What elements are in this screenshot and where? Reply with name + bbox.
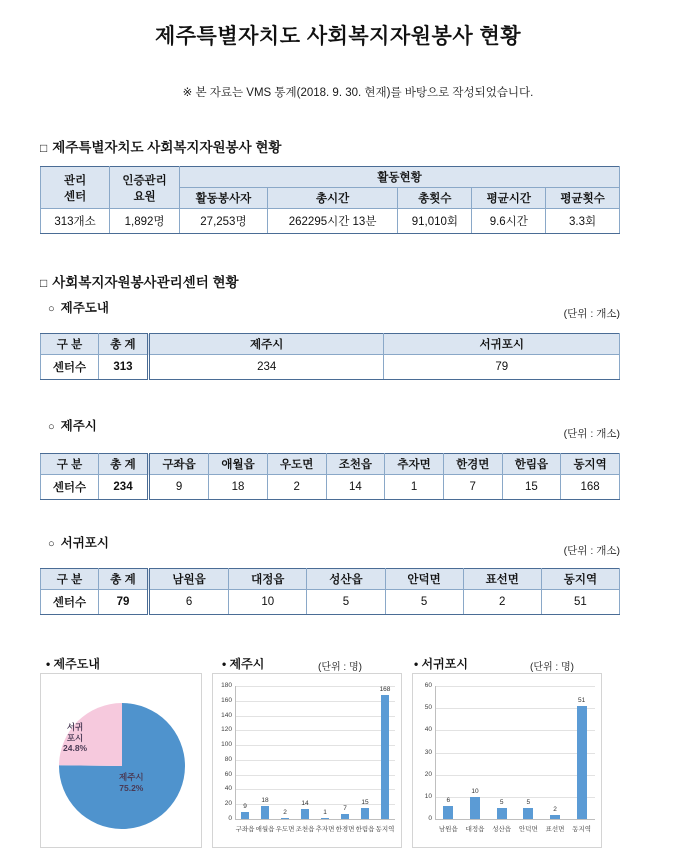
col-jocheon-eup: 조천읍	[326, 454, 385, 475]
gridline	[235, 716, 395, 717]
bar-value-label: 168	[379, 685, 391, 693]
y-axis-tick: 100	[221, 741, 232, 749]
bar-chart-seogwipo-si	[412, 673, 602, 848]
value-pyoseon-myeon: 2	[463, 590, 541, 615]
col-average-counts: 평균횟수	[546, 188, 620, 209]
gridline	[235, 701, 395, 702]
col-jeju-si: 제주시	[148, 334, 384, 355]
circle-bullet-icon: ○	[48, 538, 55, 550]
x-axis-tick: 한림읍	[355, 826, 375, 833]
bar-value-label: 5	[499, 798, 504, 806]
gridline	[435, 708, 595, 709]
value-jocheon-eup: 14	[326, 475, 385, 500]
value-total-counts: 91,010회	[398, 209, 472, 234]
x-axis-tick: 남원읍	[438, 826, 458, 833]
subsection-seogwipo-si-label: 서귀포시	[60, 536, 109, 550]
unit-note-jeju-do: (단위 : 개소)	[563, 308, 620, 320]
section-1-heading-label: 제주특별자치도 사회복지자원봉사 현황	[52, 140, 282, 155]
bar-안덕면	[523, 808, 533, 819]
value-seongsan-eup: 5	[307, 590, 385, 615]
col-namwon-eup: 남원읍	[149, 569, 229, 590]
unit-note-jeju-si: (단위 : 개소)	[563, 428, 620, 440]
bar-chart-jeju-si	[212, 673, 402, 848]
section-2-heading	[40, 271, 239, 291]
table-row	[41, 209, 620, 234]
bar-chart-1-title: • 제주시	[222, 657, 265, 671]
y-axis-tick: 40	[224, 785, 232, 793]
bar-남원읍	[443, 806, 453, 819]
value-total: 79	[99, 590, 149, 615]
col-dong-area: 동지역	[561, 454, 620, 475]
x-axis-tick: 구좌읍	[235, 826, 255, 833]
col-total-counts: 총횟수	[398, 188, 472, 209]
x-axis	[435, 819, 595, 820]
value-total: 313	[98, 355, 148, 380]
table-header-row	[41, 167, 620, 188]
x-axis-tick: 동지역	[572, 826, 592, 833]
row-label-center-count: 센터수	[41, 590, 99, 615]
y-axis-tick: 180	[221, 682, 232, 689]
bar-value-label: 5	[526, 798, 531, 806]
bar-한림읍	[361, 808, 369, 819]
bar-value-label: 2	[283, 808, 287, 816]
x-axis-tick: 조천읍	[295, 826, 315, 833]
bar-추자면	[321, 818, 329, 819]
value-active-volunteers: 27,253명	[179, 209, 267, 234]
row-label-center-count: 센터수	[41, 475, 99, 500]
value-total: 234	[99, 475, 149, 500]
table-row	[41, 355, 620, 380]
bar-표선면	[550, 815, 560, 819]
jeju-si-table	[40, 453, 620, 500]
y-axis-tick: 60	[424, 682, 432, 689]
col-hallim-eup: 한림읍	[502, 454, 561, 475]
bar-조천읍	[301, 809, 309, 819]
x-axis-tick: 성산읍	[492, 826, 512, 833]
col-seongsan-eup: 성산읍	[307, 569, 385, 590]
y-axis-tick: 120	[221, 726, 232, 734]
col-chuja-myeon: 추자면	[385, 454, 444, 475]
gridline	[435, 686, 595, 687]
bar-동지역	[577, 706, 587, 819]
pie-chart-title: • 제주도내	[46, 657, 100, 671]
source-note: ※ 본 자료는 VMS 통계(2018. 9. 30. 현재)를 바탕으로 작성되었습니다.	[182, 87, 534, 99]
bar-value-label: 14	[301, 799, 309, 807]
col-daejeong-eup: 대정읍	[229, 569, 307, 590]
x-axis-tick: 안덕면	[518, 826, 538, 833]
col-division: 구 분	[41, 569, 99, 590]
bar-chart-2-title: • 서귀포시	[414, 657, 468, 671]
seogwipo-si-table	[40, 568, 620, 615]
bar-value-label: 51	[578, 696, 586, 704]
gridline	[235, 760, 395, 761]
gridline	[435, 753, 595, 754]
col-hangyeong-myeon: 한경면	[443, 454, 502, 475]
col-total: 총 계	[99, 454, 149, 475]
square-bullet-icon: □	[40, 276, 48, 290]
x-axis-tick: 대정읍	[465, 826, 485, 833]
bar-한경면	[341, 814, 349, 819]
bullet-icon: •	[414, 657, 419, 671]
bullet-icon: •	[46, 657, 51, 671]
x-axis-tick: 한경면	[335, 826, 355, 833]
bar-우도면	[281, 818, 289, 819]
bar-성산읍	[497, 808, 507, 819]
gridline	[235, 789, 395, 790]
value-managed-center: 313개소	[41, 209, 110, 234]
y-axis-tick: 0	[428, 815, 432, 822]
value-gujwa-eup: 9	[149, 475, 209, 500]
circle-bullet-icon: ○	[48, 421, 55, 433]
bar-value-label: 7	[343, 804, 347, 812]
col-total: 총 계	[99, 569, 149, 590]
x-axis-tick: 표선면	[545, 826, 565, 833]
bar-대정읍	[470, 797, 480, 819]
bar-구좌읍	[241, 812, 249, 819]
col-pyoseon-myeon: 표선면	[463, 569, 541, 590]
value-hallim-eup: 15	[502, 475, 561, 500]
pie-chart	[40, 673, 202, 848]
value-namwon-eup: 6	[149, 590, 229, 615]
value-total-hours: 262295시간 13분	[267, 209, 397, 234]
col-managed-center: 관리 센터	[41, 167, 110, 209]
value-average-hours: 9.6시간	[472, 209, 546, 234]
value-aewol-eup: 18	[209, 475, 268, 500]
square-bullet-icon: □	[40, 141, 48, 155]
subsection-jeju-do-label: 제주도내	[60, 301, 109, 315]
x-axis-tick: 추자면	[315, 826, 335, 833]
value-dong-area: 168	[561, 475, 620, 500]
x-axis-tick: 애월읍	[255, 826, 275, 833]
y-axis-tick: 30	[424, 748, 432, 756]
y-axis-tick: 40	[424, 726, 432, 734]
bar-chart-jeju-si-plot-area	[221, 682, 395, 833]
col-aewol-eup: 애월읍	[209, 454, 268, 475]
subsection-seogwipo-si-heading	[48, 533, 109, 551]
value-dong-area: 51	[541, 590, 619, 615]
bar-value-label: 15	[361, 798, 369, 806]
bar-value-label: 9	[243, 803, 247, 811]
gridline	[435, 775, 595, 776]
col-active-volunteers: 활동봉사자	[179, 188, 267, 209]
col-gujwa-eup: 구좌읍	[149, 454, 209, 475]
y-axis-tick: 20	[224, 800, 232, 808]
pie-label-seogwipo-si: 서귀 포시 24.8%	[63, 722, 88, 754]
col-certified-staff: 인증관리 요원	[110, 167, 180, 209]
bar-value-label: 6	[446, 796, 451, 804]
jeju-do-table	[40, 333, 620, 380]
table-row	[41, 475, 620, 500]
overview-table	[40, 166, 620, 234]
unit-note-seogwipo-si: (단위 : 개소)	[563, 545, 620, 557]
gridline	[235, 775, 395, 776]
gridline	[235, 745, 395, 746]
value-daejeong-eup: 10	[229, 590, 307, 615]
subsection-jeju-do-heading	[48, 298, 109, 316]
y-axis-tick: 60	[224, 770, 232, 778]
bar-value-label: 2	[553, 805, 557, 813]
value-hangyeong-myeon: 7	[443, 475, 502, 500]
row-label-center-count: 센터수	[41, 355, 99, 380]
value-jeju-si: 234	[148, 355, 384, 380]
gridline	[435, 730, 595, 731]
bar-value-label: 18	[261, 796, 269, 804]
subsection-jeju-si-label: 제주시	[60, 419, 97, 433]
col-total-hours: 총시간	[267, 188, 397, 209]
col-udo-myeon: 우도면	[267, 454, 326, 475]
x-axis-tick: 동지역	[375, 826, 395, 833]
page-title: 제주특별자치도 사회복지자원봉사 현황	[154, 25, 522, 48]
col-seogwipo-si: 서귀포시	[384, 334, 620, 355]
col-dong-area: 동지역	[541, 569, 619, 590]
value-seogwipo-si: 79	[384, 355, 620, 380]
bar-value-label: 10	[471, 787, 479, 795]
y-axis-tick: 140	[221, 711, 232, 719]
col-division: 구 분	[41, 454, 99, 475]
value-average-counts: 3.3회	[546, 209, 620, 234]
table-header-row	[41, 454, 620, 475]
y-axis	[235, 686, 236, 819]
table-header-row	[41, 569, 620, 590]
col-average-hours: 평균시간	[472, 188, 546, 209]
y-axis-tick: 20	[424, 770, 432, 778]
y-axis-tick: 10	[424, 792, 432, 800]
y-axis-tick: 50	[424, 704, 432, 712]
section-1-heading	[40, 136, 281, 156]
bar-동지역	[381, 695, 389, 819]
subsection-jeju-si-heading	[48, 416, 97, 434]
col-division: 구 분	[41, 334, 99, 355]
bar-애월읍	[261, 806, 269, 819]
col-andeok-myeon: 안덕면	[385, 569, 463, 590]
y-axis-tick: 160	[221, 696, 232, 704]
bar-chart-2-unit: (단위 : 명)	[530, 662, 574, 673]
value-certified-staff: 1,892명	[110, 209, 180, 234]
pie-label-jeju-si: 제주시 75.2%	[119, 772, 144, 793]
bullet-icon: •	[222, 657, 227, 671]
bar-chart-seogwipo-si-plot-area	[424, 682, 595, 833]
table-header-row	[41, 334, 620, 355]
x-axis	[235, 819, 395, 820]
gridline	[235, 730, 395, 731]
value-chuja-myeon: 1	[385, 475, 444, 500]
section-2-heading-label: 사회복지자원봉사관리센터 현황	[52, 275, 239, 290]
y-axis-tick: 80	[224, 755, 232, 763]
bar-value-label: 1	[323, 809, 327, 817]
y-axis-tick: 0	[228, 815, 232, 822]
col-activity-group: 활동현황	[179, 167, 619, 188]
table-row	[41, 590, 620, 615]
bar-chart-1-unit: (단위 : 명)	[318, 662, 362, 673]
circle-bullet-icon: ○	[48, 303, 55, 315]
value-udo-myeon: 2	[267, 475, 326, 500]
pie-chart-svg	[41, 674, 203, 849]
x-axis-tick: 우도면	[275, 826, 295, 833]
value-andeok-myeon: 5	[385, 590, 463, 615]
col-total: 총 계	[98, 334, 148, 355]
